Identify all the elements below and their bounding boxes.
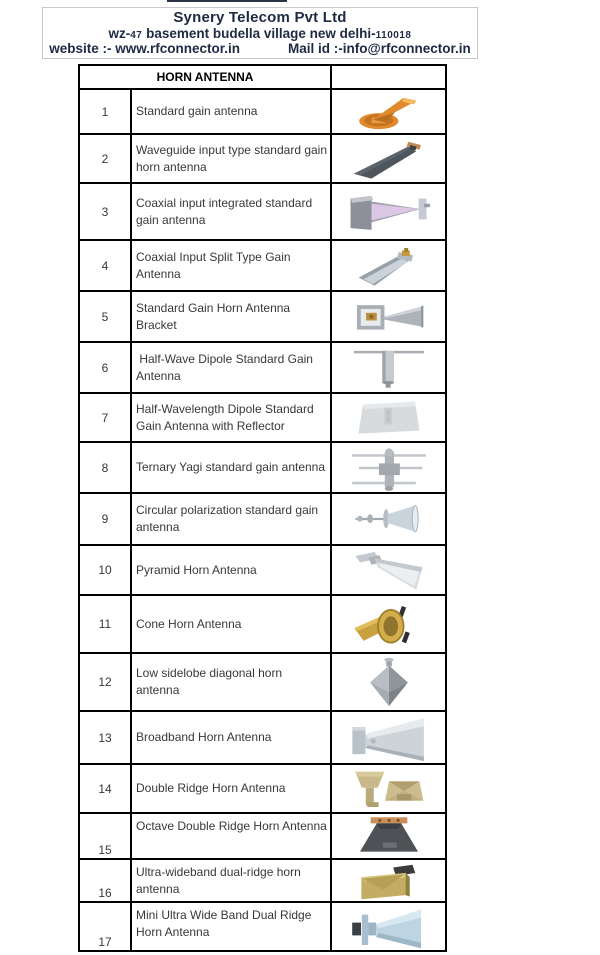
broadband-horn-image [341,714,437,762]
table-row [79,653,446,711]
mail-text: Mail id :-info@rfconnector.in [288,41,471,56]
ternary-yagi-image [341,445,437,491]
address-part: wz- [108,26,131,41]
address-part: basement budella village new delhi- [142,26,376,41]
table-row [79,183,446,240]
table-row [79,89,446,134]
product-image-cell [331,859,446,902]
product-name: Double Ridge Horn Antenna [131,764,331,813]
table-row [79,545,446,595]
product-name: Octave Double Ridge Horn Antenna [131,813,331,859]
row-number: 5 [79,291,131,342]
octave-double-ridge-horn-image [341,815,437,857]
brass-uwb-dual-ridge-horn-image [341,862,437,900]
circular-polarization-cone-image [341,499,437,539]
row-number: 10 [79,545,131,595]
product-image-cell [331,711,446,764]
row-number: 7 [79,393,131,442]
horn-antenna-table [78,64,447,952]
table-row [79,595,446,653]
row-number: 11 [79,595,131,653]
table-row [79,442,446,493]
product-name: Low sidelobe diagonal horn antenna [131,653,331,711]
address-pincode: 110018 [375,30,412,41]
product-image-cell [331,813,446,859]
row-number: 15 [79,813,131,859]
table-row [79,291,446,342]
table-row [79,813,446,859]
product-name: Coaxial input integrated standard gain antenna [131,183,331,240]
row-number: 8 [79,442,131,493]
product-name: Ultra-wideband dual-ridge horn antenna [131,859,331,902]
orange-standard-gain-horn-image [341,92,437,132]
mini-uwb-dual-ridge-horn-image [341,905,437,949]
product-name: Pyramid Horn Antenna [131,545,331,595]
dark-flat-waveguide-horn-image [341,137,437,181]
table-row [79,764,446,813]
product-image-cell [331,393,446,442]
table-row [79,393,446,442]
table-row [79,240,446,291]
product-name: Standard gain antenna [131,89,331,134]
product-image-cell [331,240,446,291]
product-name: Cone Horn Antenna [131,595,331,653]
product-name: Half-Wave Dipole Standard Gain Antenna [131,342,331,393]
company-address [43,26,477,41]
product-image-cell [331,545,446,595]
product-image-cell [331,653,446,711]
product-name: Circular polarization standard gain antenna [131,493,331,545]
table-row [79,859,446,902]
contact-line [43,41,477,56]
diagonal-horn-image [341,656,437,708]
table-title-image-cell [331,65,446,89]
product-image-cell [331,493,446,545]
table-row [79,902,446,951]
lavender-coaxial-horn-image [341,188,437,236]
row-number: 16 [79,859,131,902]
product-image-cell [331,134,446,183]
row-number: 6 [79,342,131,393]
product-image-cell [331,902,446,951]
product-image-cell [331,183,446,240]
product-image-cell [331,89,446,134]
t-shaped-dipole-image [341,345,437,391]
cropped-edge-artifact [167,0,287,2]
horn-with-bracket-image [341,296,437,338]
table-header-row [79,65,446,89]
row-number: 17 [79,902,131,951]
double-ridge-horn-pair-image [341,767,437,811]
product-name: Coaxial Input Split Type Gain Antenna [131,240,331,291]
row-number: 4 [79,240,131,291]
row-number: 13 [79,711,131,764]
product-name: Broadband Horn Antenna [131,711,331,764]
table-row [79,493,446,545]
product-image-cell [331,764,446,813]
product-image-cell [331,342,446,393]
company-header [42,7,478,59]
split-type-horn-image [341,244,437,288]
row-number: 1 [79,89,131,134]
product-name: Mini Ultra Wide Band Dual Ridge Horn Antenna [131,902,331,951]
product-name: Half-Wavelength Dipole Standard Gain Antenna with Reflector [131,393,331,442]
product-image-cell [331,442,446,493]
pyramid-horn-image [341,548,437,592]
table-title: HORN ANTENNA [79,65,331,89]
table-row [79,711,446,764]
product-name: Standard Gain Horn Antenna Bracket [131,291,331,342]
row-number: 12 [79,653,131,711]
gold-cone-horn-image [341,599,437,649]
website-text: website :- www.rfconnector.in [49,41,241,56]
row-number: 3 [79,183,131,240]
product-name: Waveguide input type standard gain horn antenna [131,134,331,183]
table-row [79,342,446,393]
address-number: 47 [130,30,143,41]
table-row [79,134,446,183]
row-number: 2 [79,134,131,183]
product-image-cell [331,595,446,653]
row-number: 14 [79,764,131,813]
dipole-reflector-plate-image [341,397,437,439]
product-name: Ternary Yagi standard gain antenna [131,442,331,493]
company-name: Synery Telecom Pvt Ltd [173,9,347,26]
product-image-cell [331,291,446,342]
row-number: 9 [79,493,131,545]
